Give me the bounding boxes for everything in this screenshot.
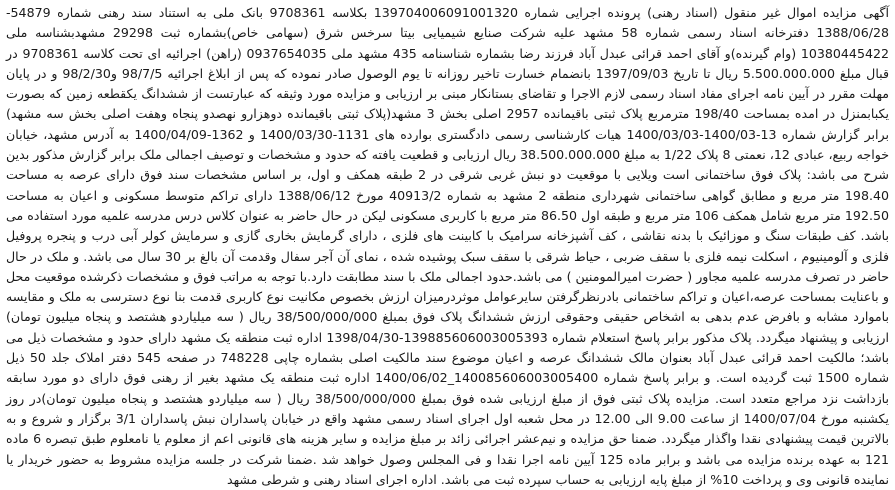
notice-body-text: آگهی مزایده اموال غیر منقول (اسناد رهنی) پرونده اجرایی شماره 139704006091001320 بکلاسه 9708361 بانک ملی به استناد سند رهنی شماره 54879-1388/06/28 دفترخانه اسناد رسمی شماره 58 مشهد علیه شرکت صنایع شیمیایی بیتا سرخس شرق (سهامی خاص)بشماره ثبت 29298 مشهدبشناسه ملی 10380445422 (وام گیرنده)و آقای احمد قرائی عبدل آباد فرزند رضا بشماره شناسنامه 435 مشهد ملی 0937654035 (راهن) اجرائیه ای تحت کلاسه 9708361 در قبال مبلغ 5.500.000.000 ریال تا تاریخ 1397/09/03 بانضمام خسارت تاخیر روزانه تا یوم الوصول صادر نموده که پس از ابلاغ اجرائیه 98/7/5 و98/2/30 و در پایان مهلت مقرر در آیین نامه اجرای مفاد اسناد رسمی لازم الاجرا و تقاضای بستانکار مبنی بر ارزیابی و مزایده مورد وثیقه که عبارتست از ششدانگ یکقطعه زمین که بصورت یکبابمنزل در امده بمساحت 198/40 مترمربع پلاک ثبتی باقیمانده 2957 اصلی بخش 3 مشهد(پلاک ثبتی باقیمانده دوهزارو نهصدو پنجاه وهفت اصلی بخش سه مشهد) برابر گزارش شماره 13-1400/03-1400/03/03 هیات کارشناسی رسمی دادگستری بوارده های 1131-1400/03/30 و 1362-1400/04/09 به آدرس مشهد، خیابان خواجه ربیع، عبادی 12، نعمتی 8 پلاک 1/22 به مبلغ 38.500.000.000 ریال ارزیابی و قطعیت یافته که حدود و مشخصات و توصیف اجمالی ملک برابر گزارش مذکور بدین شرح می باشد: پلاک فوق ساختمانی است ویلایی با موقعیت دو نبش غربی شرقی در 2 طبقه همکف و اول، بر اساس مشخصات سند فوق دارای عرصه به مساحت 198.40 متر مربع و مطابق گواهی ساختمانی شهرداری منطقه 2 مشهد به شماره 40913/2 مورخ 1388/06/12 دارای تراکم متوسط مسکونی و اعیان به مساحت 192.50 متر مربع شامل همکف 106 متر مربع و طبقه اول 86.50 متر مربع با کاربری مسکونی لیکن در حال حاضر به عنوان کلاس درس مدرسه علمیه مورد استفاده می باشد. کف طبقات سنگ و موزائیک با بدنه نقاشی ، کف آشپزخانه سرامیک با کابینت های فلزی ، دارای گرمایش بخاری گازی و سرمایش کولر آبی درب و پنجره پروفیل فلزی و آلومینیوم ، اسکلت نیمه فلزی با سقف ضربی ، حیاط شرقی با سقف سبک پوشیده شده ، نمای آن آجر سفال وقدمت آن بالغ بر 30 سال می باشد. و ملک در حال حاضر در تصرف مدرسه علمیه مجاور ( حضرت امیرالمومنین ) می باشد.حدود اجمالی ملک با سند مطابقت دارد.با توجه به مراتب فوق و مشخصات ذکرشده موقعیت محل و باعنایت بمساحت عرصه،اعیان و تراکم ساختمانی بادرنظرگرفتن سایرعوامل موثردرمیزان ارزش بخصوص مکانیت نوع کاربری قدمت بنا نوع دسترسی به ملک و مقایسه باموارد مشابه و بافرض عدم بدهی به اشخاص حقیقی وحقوقی ارزش ششدانگ پلاک فوق بمبلغ 38/500/000/000 ریال ( سه میلیاردو هشتصد و پنجاه میلیون تومان) ارزیابی و پیشنهاد میگردد. پلاک مذکور برابر پاسخ استعلام شماره 139885606003005393-1398/04/30 اداره ثبت منطقه یک مشهد دارای حدود و مشخصات ذیل می باشد؛ مالکیت احمد قرائی عبدل آباد بعنوان مالک ششدانگ عرصه و اعیان موضوع سند مالکیت اصلی بشماره چاپی 748228 در صفحه 545 دفتر املاک جلد 50 ذیل شماره 1500 ثبت گردیده است. و برابر پاسخ شماره 140085606003005400_1400/06/02 اداره ثبت منطقه یک مشهد بغیر از رهنی فوق دارای دو مورد سابقه بازداشت نزد مراجع متعدد است. مزایده پلاک ثبتی فوق از مبلغ ارزیابی شده فوق بمبلغ 38/500/000/000 ریال ( سه میلیاردو هشتصد و پنجاه میلیون تومان)در روز یکشنبه مورخ 1400/07/04 از ساعت 9.00 الی 12.00 در محل شعبه اول اجرای اسناد رسمی مشهد واقع در خیابان پاسداران نبش پاسداران 3/1 برگزار و شروع و به بالاترین قیمت پیشنهادی نقدا واگذار میگردد. ضمنا حق مزایده و نیم‌عشر اجرائی زائد بر مبلغ مزایده و سایر هزینه های قانونی اعم از معلوم یا نامعلوم طبق تبصره 6 ماده 121 به عهده برنده مزایده می باشد و برابر ماده 125 آیین نامه اجرا نقدا و فی المجلس وصول خواهد شد .ضمنا شرکت در جلسه مزایده مشروط به حضور خریدار یا نماینده قانونی وی و پرداخت 10% از مبلغ پایه ارزیابی به حساب سپرده ثبت می باشد. اداره اجرای اسناد رهنی و شرطی مشهد — [6, 5, 890, 487]
